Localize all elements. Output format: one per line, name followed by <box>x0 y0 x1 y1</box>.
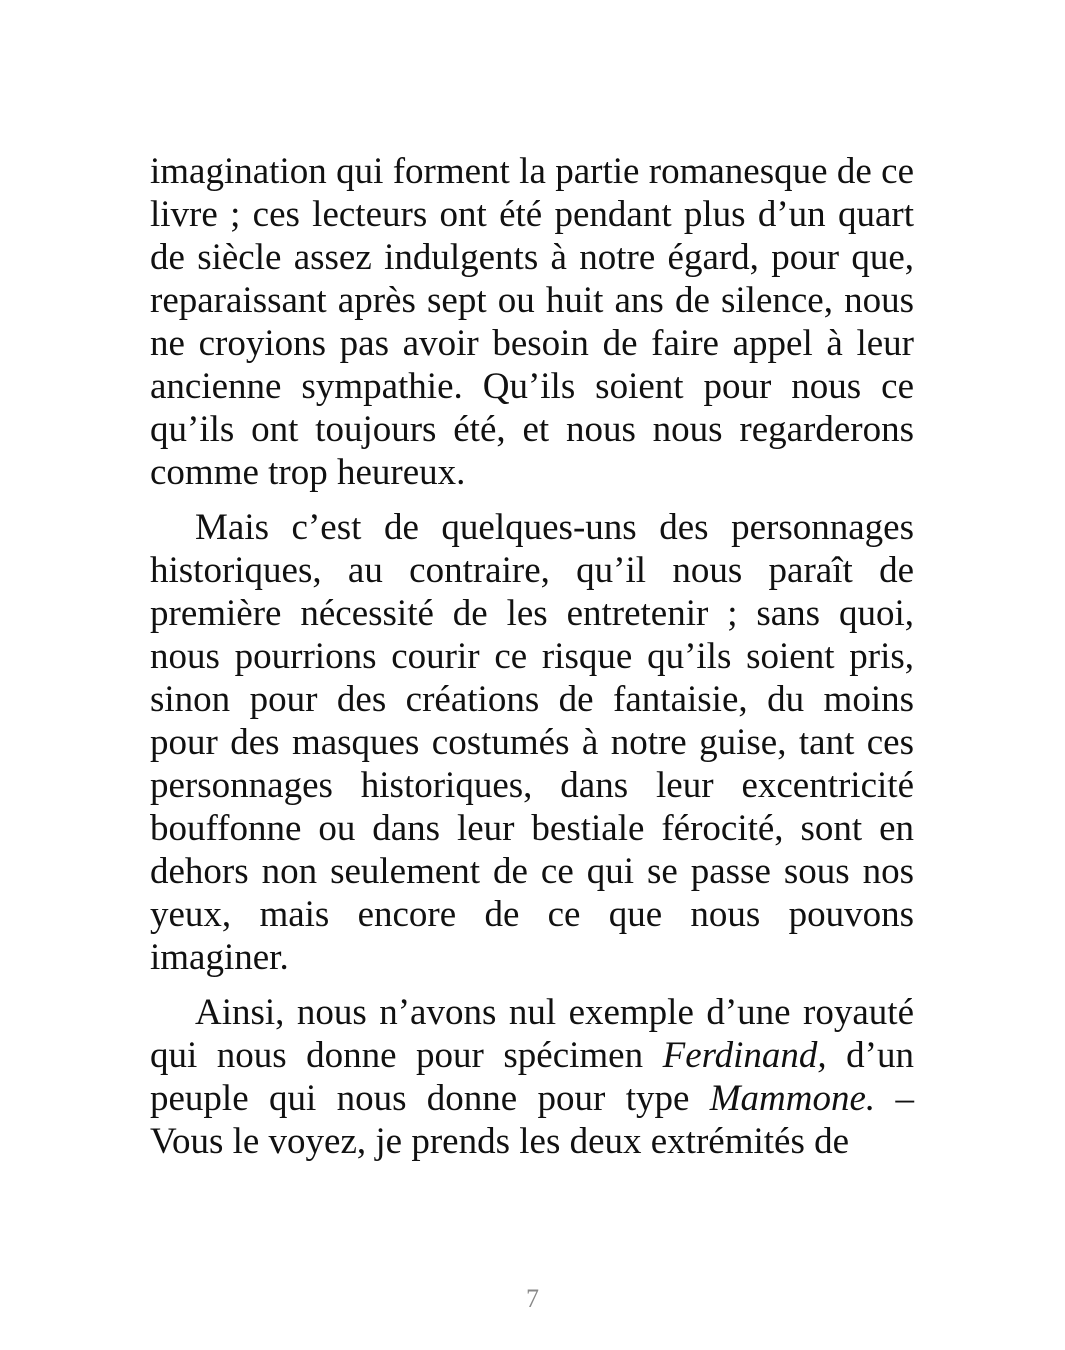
paragraph-2 <box>150 506 914 979</box>
paragraph-2-text: Mais c’est de quelques-uns des personnages historiques, au contraire, qu’il nous paraît de première nécessité de les entretenir ; sans quoi, nous pourrions courir ce risque qu’ils soient pris, sinon pour des créations de fantaisie, du moins pour des masques costumés à notre guise, tant ces personnages historiques, dans leur excentricité bouffonne ou dans leur bestiale férocité, sont en dehors non seulement de ce qui se passe sous nos yeux, mais encore de ce que nous pouvons imaginer. <box>150 507 914 978</box>
body-text <box>150 150 914 1163</box>
paragraph-3-text-c: – Vous le voyez, je prends les deux extrémités de <box>150 1078 915 1162</box>
italic-mammone: Mammone. <box>709 1078 876 1119</box>
paragraph-1-text: imagination qui forment la partie romanesque de ce livre ; ces lecteurs ont été pendant plus d’un quart de siècle assez indulgents à notre égard, pour que, reparaissant après sept ou huit ans de silence, nous ne croyions pas avoir besoin de faire appel à leur ancienne sympathie. Qu’ils soient pour nous ce qu’ils ont toujours été, et nous nous regarderons comme trop heureux. <box>150 151 914 493</box>
paragraph-3-text-b: d’un peuple qui nous donne pour type <box>150 1035 914 1119</box>
page-number: 7 <box>526 1284 539 1313</box>
italic-ferdinand: Ferdinand, <box>662 1035 827 1076</box>
paragraph-1 <box>150 150 914 494</box>
paragraph-3 <box>150 991 914 1163</box>
paragraph-3-text-a: Ainsi, nous n’avons nul exemple d’une royauté qui nous donne pour spécimen <box>150 992 914 1076</box>
